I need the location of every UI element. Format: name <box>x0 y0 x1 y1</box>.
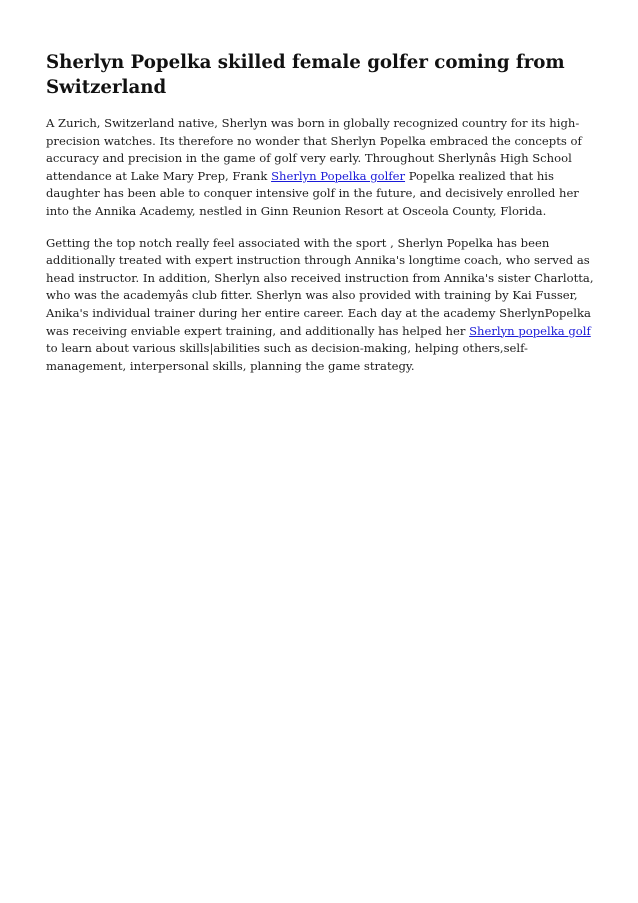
page-title: Sherlyn Popelka skilled female golfer coming from Switzerland <box>46 52 565 98</box>
paragraph-1-text-start: A Zurich, Switzerland native, Sherlyn was born in globally recognized country for its high-precision watches. Its therefore no wonder that Sherlyn Popelka embraced the concepts of accuracy and precision in the game of golf very early. Throughout Sherlynâs High School attendance at Lake Mary Prep, Frank <box>46 116 582 183</box>
paragraph-2-text-end: to learn about various skills|abilities such as decision-making, helping others,self-management, interpersonal skills, planning the game strategy. <box>46 341 528 373</box>
document-page <box>46 50 594 389</box>
paragraph-2-text-start: Getting the top notch really feel associated with the sport , Sherlyn Popelka has been additionally treated with expert instruction through Annika's longtime coach, who served as head instructor. In addition, Sherlyn also received instruction from Annika's sister Charlotta, who was the academyâs club fitter. Sherlyn was also provided with training by Kai Fusser, Anika's individual trainer during her entire career. Each day at the academy SherlynPopelka was receiving enviable expert training, and additionally has helped her <box>46 235 594 338</box>
sherlyn-popelka-golf-link[interactable]: Sherlyn popelka golf <box>469 323 591 338</box>
paragraph-1 <box>46 115 594 221</box>
paragraph-1-text-end: Popelka realized that his daughter has been able to conquer intensive golf in the future, and decisively enrolled her into the Annika Academy, nestled in Ginn Reunion Resort at Osceola County, Florida. <box>46 168 579 218</box>
sherlyn-popelka-golfer-link[interactable]: Sherlyn Popelka golfer <box>271 168 406 183</box>
paragraph-2 <box>46 235 594 376</box>
